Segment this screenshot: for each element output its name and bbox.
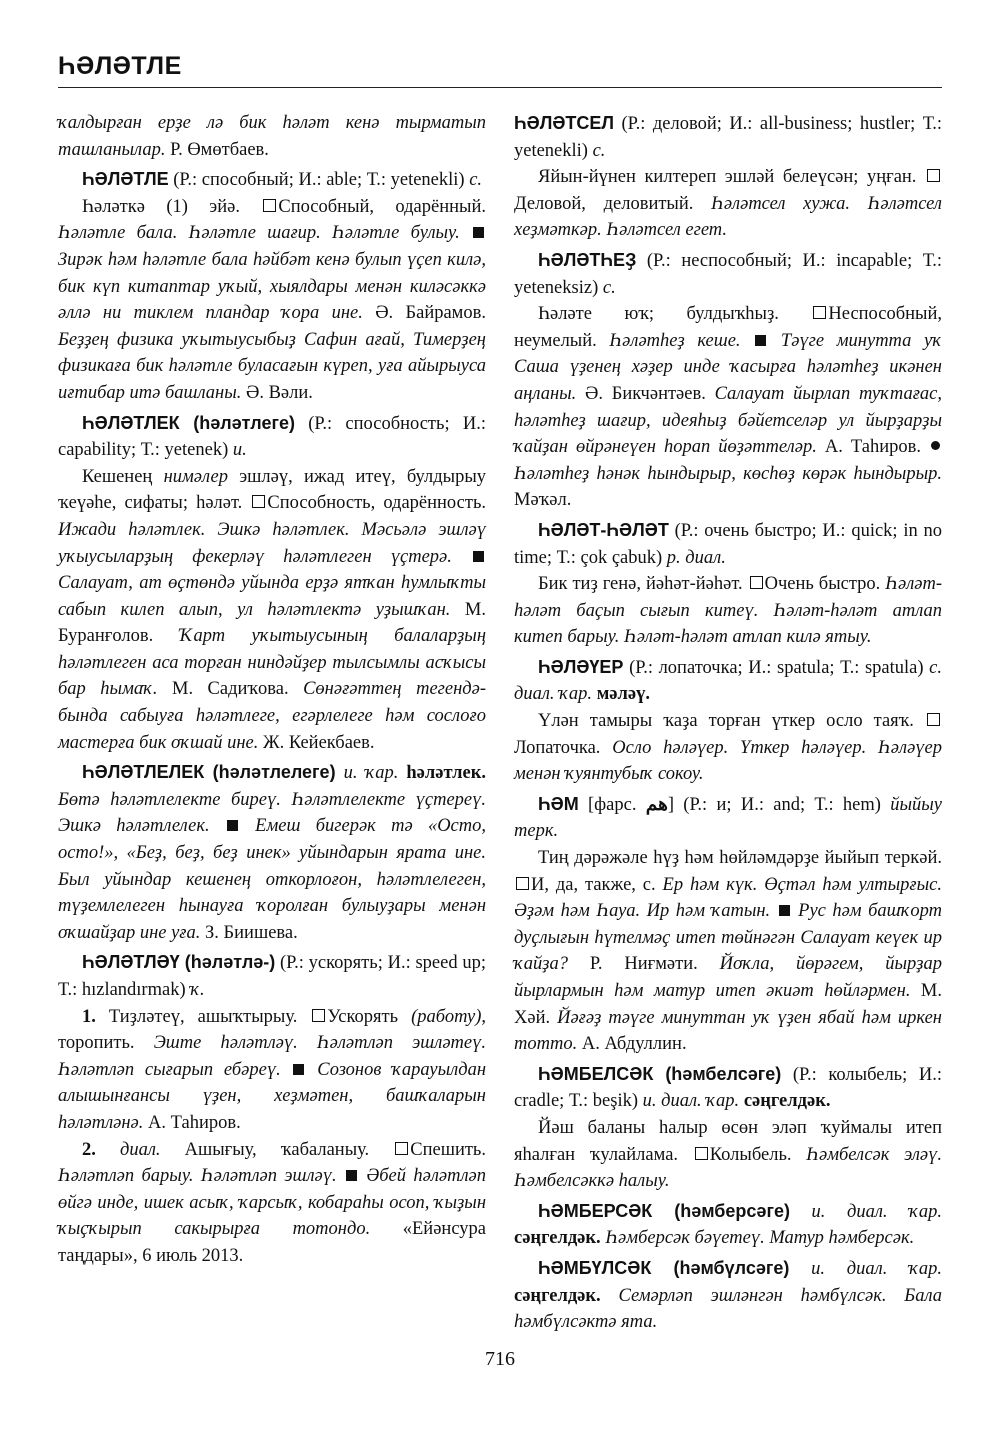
russian-marker-icon	[312, 1009, 325, 1022]
headword: ҺӘМБЕРСӘК (һәмберсәге)	[538, 1200, 790, 1221]
continued-text: ҡалдырған ерҙе лә бик һәләт кенә тырматып ташланылар. Р. Өмөтбаев.	[58, 113, 486, 160]
entry-halat-halat-body: Бик тиҙ генә, йәһәт-йәһәт. Очень быстро. Һәләт-һәләт баҫып сығып китеү. Һәләт-һәләт атлап китеп барыу. Һәләт-һәләт атлап килә ятыу.	[514, 574, 942, 648]
russian-marker-icon	[813, 306, 826, 319]
arabic-script: هم	[645, 794, 668, 815]
russian-marker-icon	[750, 576, 763, 589]
russian-marker-icon	[395, 1142, 408, 1155]
russian-marker-icon	[516, 877, 529, 890]
quote-marker-icon	[779, 905, 790, 916]
headword: ҺӘЛӘТЛЕК (һәләтлеге)	[82, 412, 295, 433]
entry-halauer-body: Үлән тамыры ҡаҙа торған үткер осло таяҡ. Лопаточка. Осло һәләүер. Үткер һәләүер. Һәләүер менән ҡуянтубыҡ сокоу.	[514, 711, 943, 785]
entry-halatsel-body: Яйын-йүнен килтереп эшләй белеүсән; уңған. Деловой, деловитый. Һәләтсел хужа. Һәләтсел хеҙмәткәр. Һәләтсел егет.	[514, 167, 942, 241]
headword: ҺӘЛӘТЛЕЛЕК (һәләтлелеге)	[82, 762, 336, 783]
proverb-marker-icon	[931, 441, 940, 450]
headword: ҺӘМБЕЛСӘК (һәмбелсәге)	[538, 1063, 782, 1084]
quote-marker-icon	[346, 1170, 357, 1181]
entry-halauer: ҺӘЛӘҮЕР (Р.: лопаточка; И.: spatula; Т.: spatula) с. диал. ҡар. мәләү.	[514, 656, 942, 705]
headword: ҺӘЛӘТСЕЛ	[514, 113, 615, 133]
headword: ҺӘЛӘТҺЕҘ	[538, 249, 637, 270]
entry-hambersak: ҺӘМБЕРСӘК (һәмберсәге) и. диал. ҡар. сәңгелдәк. Һәмберсәк бәүетеү. Матур һәмберсәк.	[514, 1200, 942, 1249]
entry-hambelsak: ҺӘМБЕЛСӘК (һәмбелсәге) (Р.: колыбель; И.: cradle; Т.: beşik) и. диал. ҡар. сәңгелдәк.	[514, 1063, 942, 1112]
entry-halathez: ҺӘЛӘТҺЕҘ (Р.: неспособный; И.: incapable; Т.: yeteneksiz) с.	[514, 249, 942, 298]
headword: ҺӘМ	[538, 793, 579, 814]
russian-marker-icon	[695, 1147, 708, 1160]
quote-marker-icon	[755, 335, 766, 346]
russian-marker-icon	[252, 495, 265, 508]
entry-halat-halat: ҺӘЛӘТ-ҺӘЛӘТ (Р.: очень быстро; И.: quick; in no time; Т.: çok çabuk) р. диал.	[514, 519, 942, 568]
entry-halatlek-body: Кешенең нимәлер эшләү, ижад итеү, булдырыу ҡеүәһе, сифаты; һәләт. Способность, одарённость. Ижади һәләтлек. Эшкә һәләтлек. Мәсьәлә эшләү уҡыусыларҙың фекерләү һәләтлеген үҫтерә. Салауат, ат өҫтөндә уйында ерҙә ятҡан һумлыҡты сабып килеп алып, ул һәләтлектә уҙышҡан. М. Буранғолов. Ҡарт уҡытыусының балаларҙың һәләтлеген аса торған ниндәйҙер тылсымлы асҡысы бар һымаҡ. М. Садиҡова. Сөнәғәттең тегендә-бында сабыуға һәләтлеге, егәрлелеге һәм сослоғо мастерға бик оҡшай ине. Ж. Кейекбаев.	[58, 466, 486, 753]
quote-marker-icon	[227, 820, 238, 831]
quote-marker-icon	[293, 1064, 304, 1075]
entry-ham: ҺӘМ [фарс. هم] (Р.: и; И.: and; Т.: hem) йыйыу терк.	[514, 793, 942, 842]
entry-halatlau-sense-1: 1. Тиҙләтеү, ашыҡтырыу. Ускорять (работу), торопить. Эште һәләтләү. Һәләтләп эшләтеү. Һәләтләп сығарып ебәреү. Созонов ҡарауылдан алышынғансы үҙен, хеҙмәтен, башҡаларын һәләтләнә. А. Таһиров.	[58, 1006, 487, 1133]
entry-ham-body: Тиң дәрәжәле һүҙ һәм һөйләмдәрҙе йыйып теркәй. И, да, также, с. Ер һәм күк. Өҫтәл һәм ултырғыс. Әҙәм һәм Һауа. Ир һәм ҡатын. Рус һәм башҡорт дуҫлығын һүтелмәҫ итеп төйнәгән Салауат кеүек ир ҡайҙа? Р. Ниғмәти. Йоҡла, йөрәгем, йырҙар йырлармын һәм матур итеп әкиәт һөйләрмен. М. Хәй. Йәғәҙ тәүге минуттан уҡ үҙен ябай һәм иркен тотто. А. Абдуллин.	[514, 848, 943, 1055]
entry-halathez-body: Һәләте юҡ; булдыҡһыҙ. Неспособный, неумелый. Һәләтһеҙ кеше. Тәүге минутта уҡ Саша үҙенең хәҙер инде ҡасырға һәләтһеҙ икәнен аңланы. Ә. Бикчәнтәев. Салауат йырлап туҡтағас, һәләтһеҙ шағир, идеяһыҙ бәйетселәр ул йырҙарҙы ҡайҙан өйрәнеүен һорап йөҙәттеләр. А. Таһиров. Һәләтһеҙ һәнәк һындырыр, көсһөҙ көрәк һындырыр. Мәҡәл.	[514, 304, 943, 511]
left-column	[58, 110, 486, 1270]
russian-marker-icon	[927, 713, 940, 726]
entry-hambelsak-body: Йәш баланы һалыр өсөн эләп ҡуймалы итеп яһалған ҡулайлама. Колыбель. Һәмбелсәк эләү. Һәмбелсәккә һалыу.	[514, 1117, 942, 1192]
page-number: 716	[485, 1348, 515, 1370]
entry-halatlelek: ҺӘЛӘТЛЕЛЕК (һәләтлелеге) и. ҡар. һәләтлек. Бөтә һәләтлелекте биреү. Һәләтлелекте үҫтереү. Эшкә һәләтлелек. Емеш бигерәк тә «Осто, осто!», «Беҙ, беҙ, беҙ инек» уйындарын ярата ине. Был уйындар кешенең откорлоғон, һәләтлелеген, түҙемлелеген һынауға ҡоролған булыуҙары менән оҡшайҙар ине уға. З. Биишева.	[58, 762, 487, 943]
headword: ҺӘМБҮЛСӘК (һәмбүлсәге)	[538, 1257, 790, 1278]
right-column	[514, 110, 942, 1336]
entry-hambulsak: ҺӘМБҮЛСӘК (һәмбүлсәге) и. диал. ҡар. сәңгелдәк. Семәрләп эшләнгән һәмбүлсәк. Бала һәмбүлсәктә ята.	[514, 1257, 942, 1333]
russian-marker-icon	[927, 169, 940, 182]
entry-halatsel: ҺӘЛӘТСЕЛ (Р.: деловой; И.: all-business; hustler; Т.: yetenekli) с.	[514, 113, 942, 161]
entry-halatle-body: Һәләткә (1) эйә. Способный, одарённый. Һәләтле бала. Һәләтле шағир. Һәләтле булыу. Зирәк һәм һәләтле бала һәйбәт кенә булып үҫеп килә, бик күп китаптар уҡый, хыялдары менән киләсәккә әллә ни тиклем пландар ҡора ине. Ә. Байрамов. Беҙҙең физика уҡытыусыбыҙ Сафин ағай, Тимерҙең физикаға бик һәләтле буласағын күреп, уға айырыуса иғтибар итә башланы. Ә. Вәли.	[58, 196, 486, 403]
quote-marker-icon	[473, 227, 484, 238]
headword: ҺӘЛӘҮЕР	[538, 656, 624, 677]
headword: ҺӘЛӘТЛЕ	[82, 169, 169, 190]
entry-halatlau-sense-2: 2. диал. Ашығыу, ҡабаланыу. Спешить. Һәләтләп барыу. Һәләтләп эшләү. Әбей һәләтләп өйгә инде, ишек асыҡ, ҡарсыҡ, кобараһы осоп, ҡыҙын ҡыҫҡырып сакырырға тотондо. «Ейәнсура таңдары», 6 июль 2013.	[58, 1139, 487, 1266]
entry-halatlek: ҺӘЛӘТЛЕК (һәләтлеге) (Р.: способность; И.: capability; Т.: yetenek) и.	[58, 412, 486, 461]
entry-halatle: ҺӘЛӘТЛЕ (Р.: способный; И.: able; Т.: yetenekli) с.	[82, 169, 483, 191]
running-header: ҺӘЛӘТЛЕ	[58, 52, 942, 88]
russian-marker-icon	[263, 199, 276, 212]
entry-halatlau: ҺӘЛӘТЛӘҮ (һәләтлә-) (Р.: ускорять; И.: speed up; Т.: hızlandırmak) ҡ.	[58, 952, 486, 1000]
headword: ҺӘЛӘТЛӘҮ (һәләтлә-)	[82, 952, 276, 973]
quote-marker-icon	[473, 551, 484, 562]
headword: ҺӘЛӘТ-ҺӘЛӘТ	[538, 519, 669, 540]
